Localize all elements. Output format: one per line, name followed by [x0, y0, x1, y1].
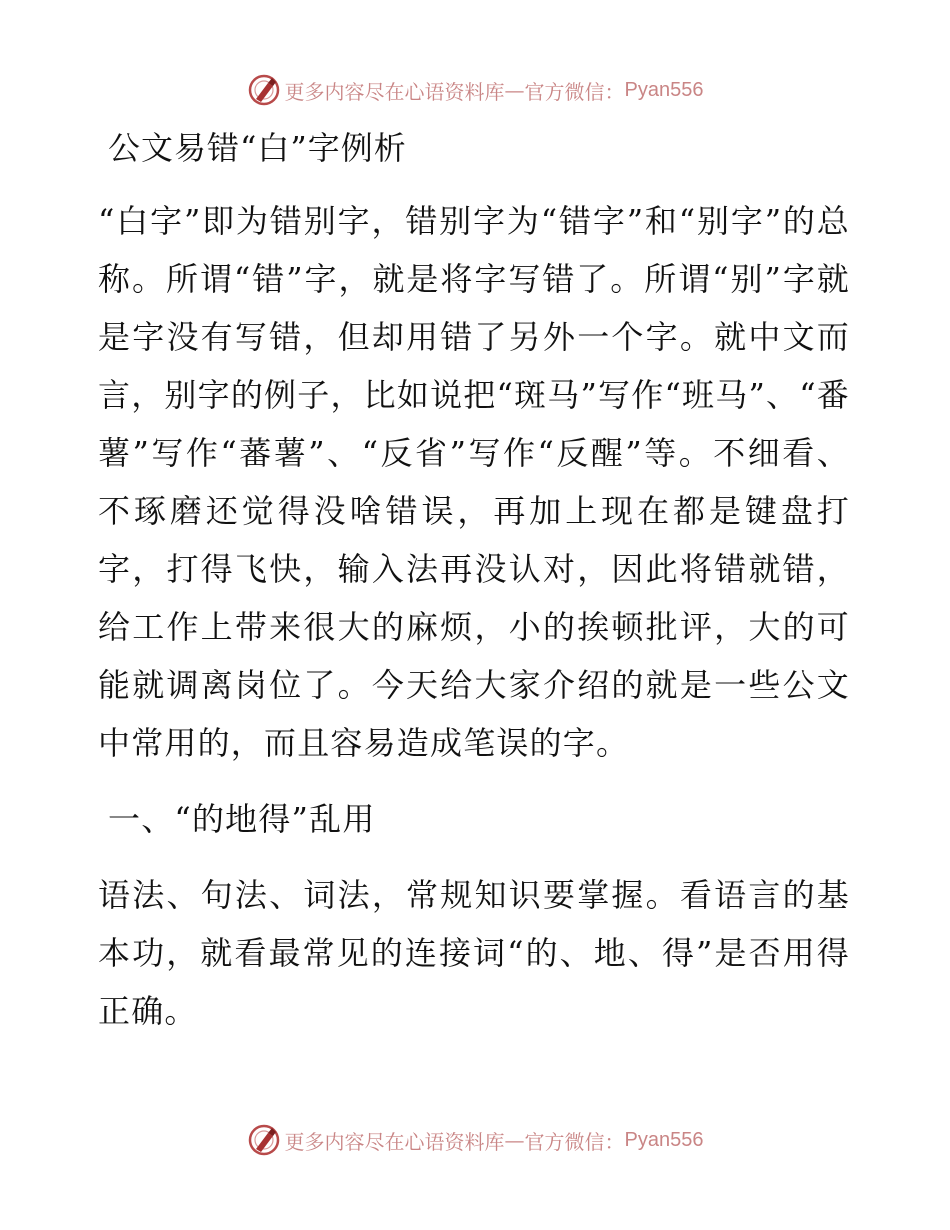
- footer-watermark-banner: [0, 1120, 950, 1160]
- section-1-paragraph: 语法、句法、词法，常规知识要掌握。看语言的基本功，就看最常见的连接词“的、地、得”是否用得正确。: [98, 876, 850, 1030]
- document-title: 公文易错“白”字例析: [108, 129, 407, 167]
- banner-slogan: 更多内容尽在心语资料库: [284, 1129, 505, 1154]
- banner-slogan: 更多内容尽在心语资料库: [284, 79, 505, 104]
- section-heading-1: 一、“的地得”乱用: [108, 800, 376, 838]
- pen-nib-icon: [247, 1123, 281, 1157]
- document-body: [98, 120, 850, 1040]
- banner-wechat-id: Pyan556: [624, 1128, 704, 1151]
- header-watermark-banner: [0, 70, 950, 110]
- banner-separator: —: [504, 78, 525, 102]
- banner-separator: —: [504, 1128, 525, 1152]
- banner-wechat-label: 官方微信：: [524, 79, 625, 104]
- pen-nib-icon: [247, 73, 281, 107]
- banner-wechat-label: 官方微信：: [524, 1129, 625, 1154]
- banner-wechat-id: Pyan556: [624, 78, 704, 101]
- intro-paragraph: “白字”即为错别字，错别字为“错字”和“别字”的总称。所谓“错”字，就是将字写错了。所谓“别”字就是字没有写错，但却用错了另外一个字。就中文而言，别字的例子，比如说把“斑马”写作“班马”、“番薯”写作“蕃薯”、“反省”写作“反醒”等。不细看、不琢磨还觉得没啥错误，再加上现在都是键盘打字，打得飞快，输入法再没认对，因此将错就错，给工作上带来很大的麻烦，小的挨顿批评，大的可能就调离岗位了。今天给大家介绍的就是一些公文中常用的，而且容易造成笔误的字。: [98, 202, 850, 762]
